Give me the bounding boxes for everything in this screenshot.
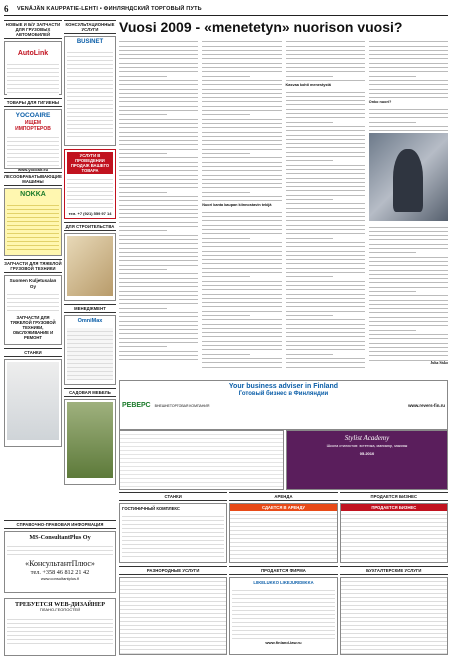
article-column [119, 38, 198, 364]
article-column [369, 38, 448, 364]
article-subheading: Nuori kanta kaupan kiinnostavin tekijä [202, 203, 272, 208]
omnimax-logo: OmniMax [77, 318, 103, 325]
nokka-ad [4, 188, 62, 256]
yocoaire-ad [4, 109, 62, 172]
section-heading: МЕНЕДЖМЕНТ [64, 304, 116, 313]
section-heading: ДЛЯ СТРОИТЕЛЬСТВА [64, 222, 116, 231]
suomen-ad [4, 275, 62, 345]
stylist-text: Школа стилистов: эстетика, маникюр, макияж [326, 444, 408, 449]
section-heading: СТАНКИ [119, 492, 227, 501]
section-heading: ЗАПЧАСТИ ДЛЯ ТЯЖЕЛОЙ ГРУЗОВОЙ ТЕХНИКИ [4, 259, 62, 273]
article-subheading: Onko nuori? [368, 100, 392, 105]
left-box-ad [119, 430, 284, 490]
text-line [202, 197, 281, 201]
section-heading: АРЕНДА [229, 492, 337, 501]
garden-furniture-ad [64, 399, 116, 485]
section-heading: ПРОДАЕТСЯ БИЗНЕС [340, 492, 448, 501]
mid-ad-column [64, 20, 116, 488]
suomen-logo: Suomen Kuljetusalan Oy [9, 278, 57, 289]
classifieds-row-2 [119, 566, 448, 656]
designer-title: ТРЕБУЕТСЯ WEB-ДИЗАЙНЕР [14, 601, 106, 608]
revers-sub: ВНЕШНЕТОРГОВАЯ КОМПАНИЯ [154, 403, 210, 408]
finland-law-url[interactable]: www.finland-law.ru [265, 640, 302, 646]
section-heading: ТОВАРЫ ДЛЯ ГИГИЕНЫ [4, 98, 62, 107]
sale-banner: ПРОДАЕТСЯ БИЗНЕС [341, 504, 447, 511]
main-article [119, 20, 448, 380]
article-title: Vuosi 2009 - «menetetyn» nuorison vuosi? [119, 19, 403, 35]
rent-banner: СДАЕТСЯ В АРЕНДУ [230, 504, 336, 511]
yocoaire-url[interactable]: www.yocoair.eu [17, 166, 49, 172]
yocoaire-logo: YOCOAIRE [15, 112, 51, 120]
lukko-logo: LIIKELUKKO LIKEJURIDIIKKA [253, 580, 314, 586]
article-subheading: Kasvaa kohti menestystä [285, 82, 331, 87]
stylist-ad [286, 430, 448, 490]
omnimax-ad [64, 315, 116, 385]
section-heading: БУХГАЛТЕРСКИЕ УСЛУГИ [340, 566, 448, 575]
section-heading: РАЗНОРОДНЫЕ УСЛУГИ [119, 566, 227, 575]
banner-en: Your business adviser in Finland [228, 383, 339, 390]
article-author: Juha Sisko [430, 360, 448, 365]
text-line [369, 127, 448, 131]
text-line [202, 363, 281, 367]
ms-phone[interactable]: тел. +358 46 812 21 42 [30, 569, 90, 577]
article-body [119, 38, 448, 364]
revers-url[interactable]: www.revers-fin.ru [408, 403, 445, 409]
yocoaire-headline: ИЩЕМ ИМПОРТЕРОВ [15, 119, 51, 132]
ms-consult-ad [4, 520, 116, 592]
ms-site[interactable]: www.consultantplus.fi [40, 575, 80, 581]
page-header [4, 4, 448, 16]
classifieds-row-1 [119, 492, 448, 564]
ms-tagline: «КонсультантПлюс» [25, 559, 95, 569]
nokka-logo: NOKKA [20, 191, 46, 199]
businet-ad [64, 36, 116, 146]
left-ad-column [4, 20, 62, 450]
section-heading: НОВЫЕ И Б/У ЗАПЧАСТИ ДЛЯ ГРУЗОВЫХ АВТОМОБИЛЕЙ [4, 20, 62, 39]
section-heading: СТАНКИ [4, 348, 62, 357]
article-column [202, 38, 281, 364]
sales-banner: УСЛУГИ В ПРОВЕДЕНИИ ПРОДАЖ ВАШЕГО ТОВАРА [67, 152, 113, 174]
machine-tools-ad [4, 359, 62, 447]
masthead: VENÄJÄN KAUPPATIE-LEHTI • ФИНЛЯНДСКИЙ ТОРГОВЫЙ ПУТЬ [17, 6, 202, 13]
construction-ad [64, 233, 116, 301]
text-line [369, 94, 448, 98]
text-line [286, 77, 365, 81]
section-heading: КОНСУЛЬТАЦИОННЫЕ УСЛУГИ [64, 20, 116, 34]
section-heading: САДОВАЯ МЕБЕЛЬ [64, 388, 116, 397]
page-number: 6 [4, 4, 9, 15]
businet-logo: BUSINET [76, 39, 104, 46]
autolink-ad [4, 41, 62, 95]
banner-ru: Готовый бизнес в Финляндии [238, 391, 329, 398]
ms-title: MS-ConsultantPlus Oy [29, 534, 91, 542]
article-column [286, 38, 365, 364]
designer-sub: ПЛАНО-ГЕОПОСТЕЙ [39, 607, 81, 613]
article-photo [369, 133, 448, 221]
revers-logo: РЕВЕРС [122, 401, 151, 409]
stylist-date: 05.2010 [359, 450, 375, 456]
text-line [286, 363, 365, 367]
text-line [119, 356, 198, 360]
suomen-slogan: ЗАПЧАСТИ ДЛЯ ТЯЖЕЛОЙ ГРУЗОВОЙ ТЕХНИКИ, ОБСЛУЖИВАНИЕ И РЕМОНТ [10, 315, 56, 341]
revers-banner [119, 380, 448, 430]
section-heading: ПРОДАЕТСЯ ФИРМА [229, 566, 337, 575]
stylist-title: Stylist Academy [344, 434, 390, 442]
webdesigner-ad [4, 598, 116, 656]
hotel-heading: ГОСТИНИЧНЫЙ КОМПЛЕКС [122, 506, 180, 512]
section-heading: СПРАВОЧНО-ПРАВОВАЯ ИНФОРМАЦИЯ [4, 520, 116, 529]
sales-services-ad [64, 149, 116, 219]
sales-phone[interactable]: тел. +7 (921) 559 97 14 [68, 211, 112, 217]
section-heading: ЛЕСООБРАБАТЫВАЮЩИЕ МАШИНЫ [4, 172, 62, 186]
autolink-logo: AutoLink [17, 50, 49, 58]
